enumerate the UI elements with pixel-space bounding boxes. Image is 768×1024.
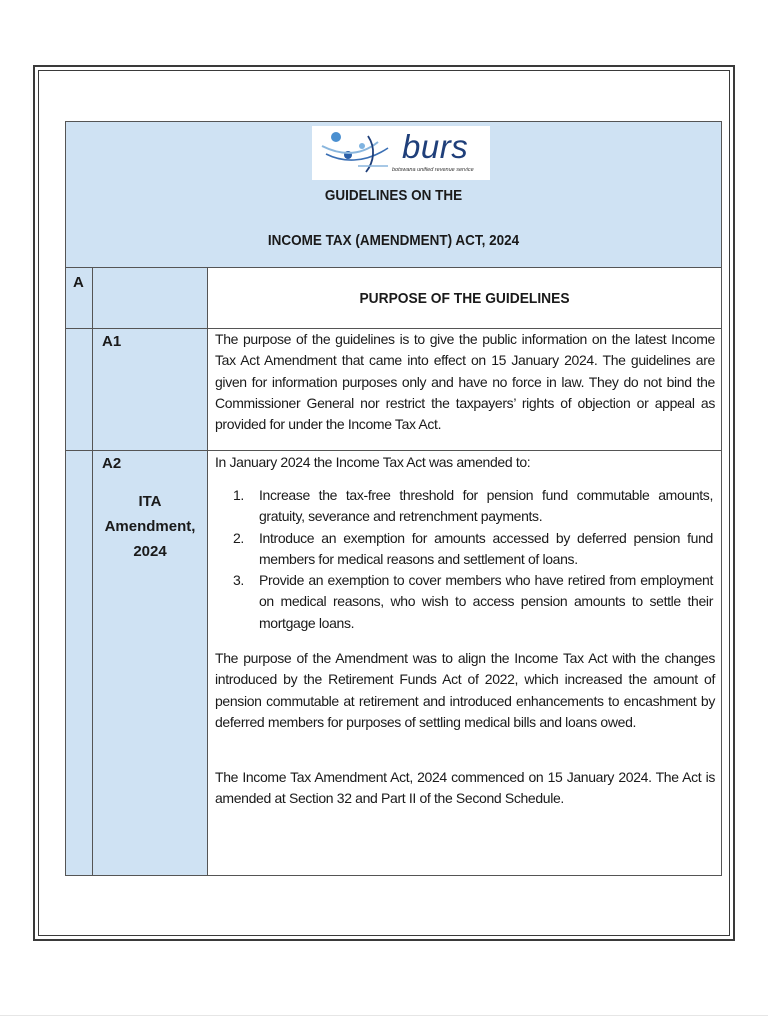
document-title-line1: GUIDELINES ON THE bbox=[324, 187, 463, 204]
list-text: Provide an exemption to cover members who have retired from employment on medical reasons, who wish to access pension amounts to settle their mortgage loans. bbox=[259, 572, 713, 631]
a1-text: The purpose of the guidelines is to give the public information on the latest Income Tax Act Amendment that came into effect on 15 January 2024. The guidelines are given for information purposes only and have no force in law. They do not bind the Commissioner General nor restrict the taxpayers’ rights of objection or appeal as provided for under the Income Tax Act. bbox=[215, 331, 715, 433]
a2-subtitle bbox=[92, 489, 208, 564]
a2-paragraph-2: The Income Tax Amendment Act, 2024 commenced on 15 January 2024. The Act is amended at Section 32 and Part II of the Second Schedule. bbox=[215, 769, 715, 807]
a2-intro: In January 2024 the Income Tax Act was amended to: bbox=[215, 454, 531, 470]
grid-line bbox=[66, 450, 721, 451]
guidelines-table bbox=[65, 121, 722, 876]
list-number: 2. bbox=[233, 529, 244, 546]
list-text: Increase the tax-free threshold for pension fund commutable amounts, gratuity, severance and retrenchment payments. bbox=[259, 487, 713, 525]
logo-wordmark: burs bbox=[402, 128, 469, 165]
label-column-shading bbox=[92, 268, 208, 875]
document-title-line2: INCOME TAX (AMENDMENT) ACT, 2024 bbox=[267, 232, 520, 249]
grid-line bbox=[207, 268, 208, 875]
list-item bbox=[233, 570, 713, 634]
a2-subtitle-line: 2024 bbox=[133, 543, 167, 560]
list-number: 3. bbox=[233, 572, 244, 589]
a2-subtitle-line: ITA bbox=[138, 493, 162, 510]
burs-logo bbox=[312, 126, 490, 180]
a2-paragraph-1: The purpose of the Amendment was to align the Income Tax Act with the changes introduced by the Retirement Funds Act of 2022, which increased the amount of pension commutable at retirement and introduced enhancements to encashment by deferred members for purposes of settling medical bills and loans owed. bbox=[215, 650, 715, 730]
letter-column-shading bbox=[66, 268, 92, 875]
row-id-a1: A1 bbox=[102, 333, 122, 350]
section-heading: PURPOSE OF THE GUIDELINES bbox=[359, 290, 570, 307]
row-id-a2: A2 bbox=[102, 455, 122, 472]
a2-subtitle-line: Amendment, bbox=[104, 518, 196, 535]
burs-swirl-icon bbox=[318, 128, 402, 176]
section-letter: A bbox=[73, 274, 84, 291]
list-number: 1. bbox=[233, 487, 244, 503]
grid-line bbox=[92, 268, 93, 875]
logo-tagline: botswana unified revenue service bbox=[392, 167, 474, 173]
list-item bbox=[233, 485, 713, 528]
list-item bbox=[233, 528, 713, 571]
list-text: Introduce an exemption for amounts accessed by deferred pension fund members for medical reasons and settlement of loans. bbox=[259, 529, 713, 567]
scan-edge-line bbox=[0, 1015, 768, 1016]
document-header bbox=[66, 122, 721, 268]
amendment-list bbox=[233, 485, 713, 634]
